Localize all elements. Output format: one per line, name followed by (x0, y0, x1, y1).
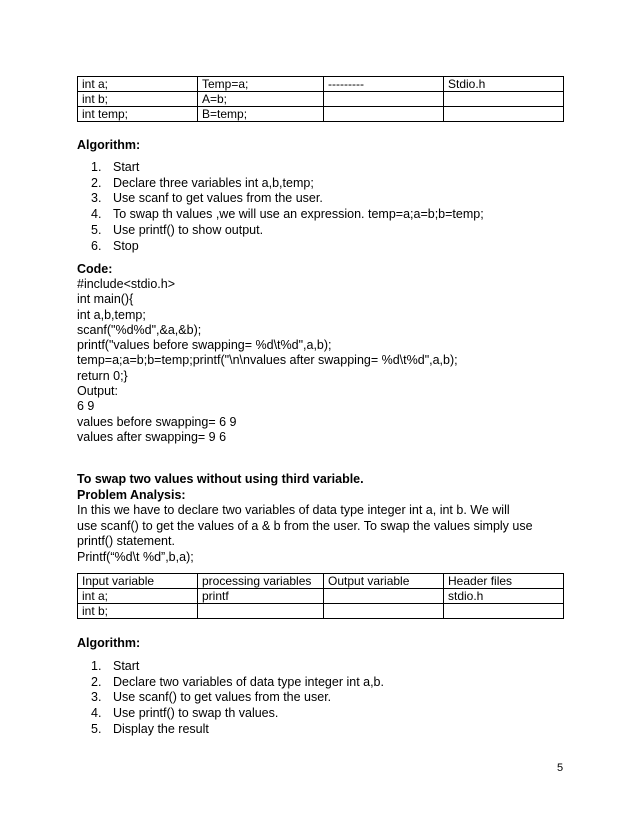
paragraph-line: printf() statement. (77, 534, 175, 548)
list-item: 2. Declare three variables int a,b,temp; (91, 175, 314, 190)
table-cell (198, 604, 324, 619)
table-row (78, 107, 564, 122)
algorithm-heading: Algorithm: (77, 636, 141, 650)
table-header-cell: Output variable (324, 574, 444, 589)
table-cell (324, 589, 444, 604)
table-cell (444, 107, 564, 122)
table-header-cell: Header files (444, 574, 564, 589)
code-block (77, 277, 557, 445)
table-row (78, 92, 564, 107)
table-cell (324, 604, 444, 619)
variables-table-2 (77, 573, 564, 619)
code-line: temp=a;a=b;b=temp;printf("\n\nvalues after swapping= %d\t%d",a,b); (77, 353, 458, 368)
output-line: 6 9 (77, 399, 95, 414)
table-cell: int temp; (78, 107, 198, 122)
list-item: 2. Declare two variables of data type integer int a,b. (91, 674, 384, 689)
output-label: Output: (77, 384, 118, 399)
list-item: 1. Start (91, 659, 140, 673)
problem-analysis-heading: Problem Analysis: (77, 488, 186, 502)
code-line: return 0;} (77, 368, 128, 383)
table-cell: B=temp; (198, 107, 324, 122)
variables-table-1 (77, 76, 564, 122)
code-line: scanf("%d%d",&a,&b); (77, 322, 202, 337)
list-item: 1. Start (91, 160, 140, 174)
code-heading: Code: (77, 262, 113, 276)
table-cell: printf (198, 589, 324, 604)
problem-analysis-paragraph (77, 503, 557, 565)
table-header-cell: Input variable (78, 574, 198, 589)
paragraph-line: use scanf() to get the values of a & b from the user. To swap the values simply use (77, 518, 533, 533)
list-item: 6. Stop (91, 238, 139, 253)
table-cell: A=b; (198, 92, 324, 107)
paragraph-line: In this we have to declare two variables of data type integer int a, int b. We will (77, 503, 510, 517)
paragraph-line: Printf(“%d\t %d”,b,a); (77, 549, 194, 564)
table-cell: int b; (78, 604, 198, 619)
algorithm-heading: Algorithm: (77, 138, 141, 152)
table-cell: --------- (324, 77, 444, 92)
list-item: 5. Use printf() to show output. (91, 222, 264, 237)
table-cell: stdio.h (444, 589, 564, 604)
code-line: int a,b,temp; (77, 307, 146, 322)
page-number: 5 (557, 762, 564, 774)
list-item: 5. Display the result (91, 721, 209, 736)
list-item: 3. Use scanf to get values from the user. (91, 191, 323, 206)
output-line: values after swapping= 9 6 (77, 429, 227, 444)
table-cell: Stdio.h (444, 77, 564, 92)
table-cell: int a; (78, 589, 198, 604)
table-cell (324, 107, 444, 122)
table-cell (444, 604, 564, 619)
algorithm-steps (77, 160, 484, 254)
table-cell: Temp=a; (198, 77, 324, 92)
algorithm-steps (77, 659, 384, 738)
table-header-row (78, 574, 564, 589)
table-header-cell: processing variables (198, 574, 324, 589)
code-line: #include<stdio.h> (77, 277, 175, 291)
table-cell (444, 92, 564, 107)
list-item: 3. Use scanf() to get values from the user. (91, 690, 332, 705)
code-line: printf("values before swapping= %d\t%d",a,b); (77, 338, 332, 353)
output-line: values before swapping= 6 9 (77, 414, 237, 429)
table-cell (324, 92, 444, 107)
table-cell: int a; (78, 77, 198, 92)
list-item: 4. Use printf() to swap th values. (91, 706, 279, 721)
list-item: 4. To swap th values ,we will use an expression. temp=a;a=b;b=temp; (91, 207, 484, 222)
code-line: int main(){ (77, 292, 134, 307)
section-title: To swap two values without using third variable. (77, 472, 364, 486)
table-cell: int b; (78, 92, 198, 107)
table-row (78, 604, 564, 619)
table-row (78, 77, 564, 92)
table-row (78, 589, 564, 604)
